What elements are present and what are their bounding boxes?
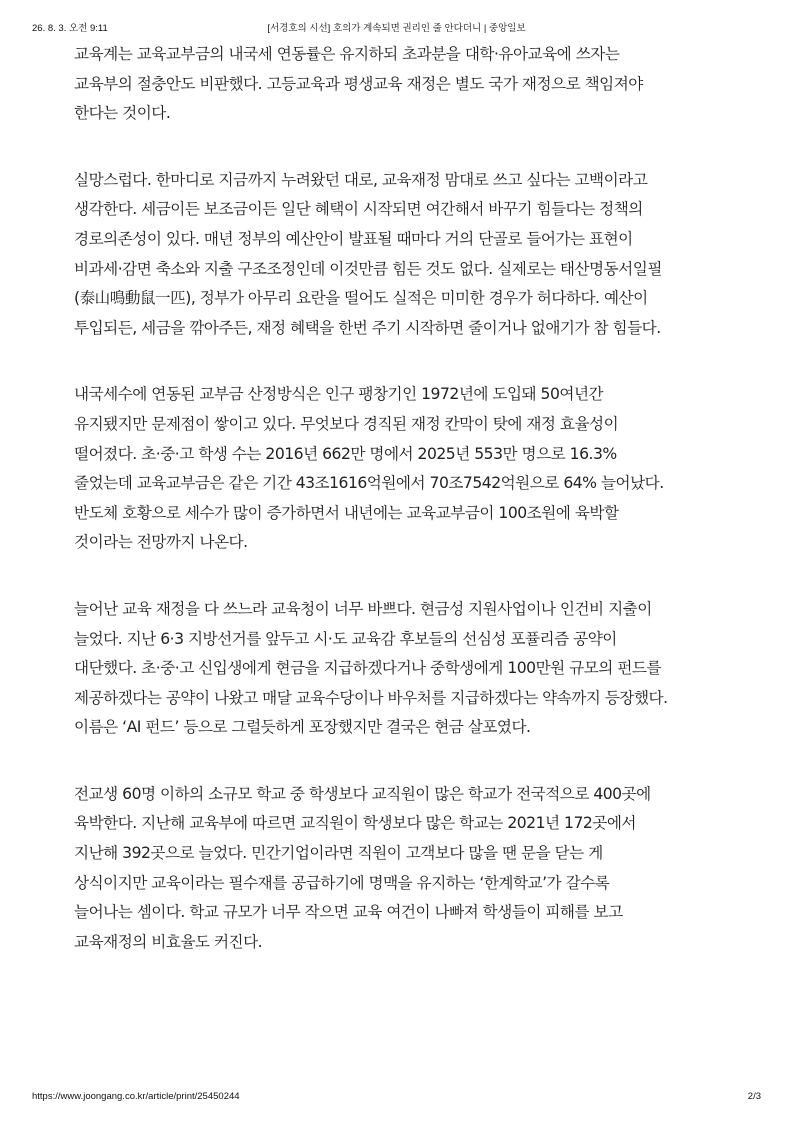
text-line: 늘었다. 지난 6·3 지방선거를 앞두고 시·도 교육감 후보들의 선심성 포퓰리즘 공약이 [74,629,617,648]
article-paragraph [74,40,734,129]
text-line: 내국세수에 연동된 교부금 산정방식은 인구 팽창기인 1972년에 도입돼 50여년간 [74,385,604,404]
article-body [74,40,734,994]
text-line: 것이라는 전망까지 나온다. [74,533,248,552]
text-line: 경로의존성이 있다. 매년 정부의 예산안이 발표될 때마다 거의 단골로 들어가는 표현이 [74,229,633,248]
text-line: 투입되든, 세금을 깎아주든, 재정 혜택을 한번 주기 시작하면 줄이거나 없애기가 참 힘들다. [74,318,661,337]
print-page-title: [서경호의 시선] 호의가 계속되면 권리인 줄 안다더니 | 중앙일보 [267,23,526,34]
article-paragraph [74,595,734,743]
text-line: 육박한다. 지난해 교육부에 따르면 교직원이 학생보다 많은 학교는 2021년 172곳에서 [74,814,636,833]
text-line: 상식이지만 교육이라는 필수재를 공급하기에 명맥을 유지하는 ‘한계학교’가 갈수록 [74,873,610,892]
text-line: 유지됐지만 문제점이 쌓이고 있다. 무엇보다 경직된 재정 칸막이 탓에 재정 효율성이 [74,414,619,433]
text-line: 대단했다. 초·중·고 신입생에게 현금을 지급하겠다거나 중학생에게 100만원 규모의 펀드를 [74,659,662,678]
print-url: https://www.joongang.co.kr/article/print/25450244 [32,1091,240,1102]
print-page-number: 2/3 [747,1091,761,1102]
text-line: 교육부의 절충안도 비판했다. 고등교육과 평생교육 재정은 별도 국가 재정으로 책임져야 [74,74,643,93]
article-paragraph [74,166,734,344]
text-line: 한다는 것이다. [74,104,171,123]
text-line: 지난해 392곳으로 늘었다. 민간기업이라면 직원이 고객보다 많을 땐 문을 닫는 게 [74,844,603,863]
article-paragraph [74,380,734,558]
print-header [0,20,793,34]
print-date-time: 26. 8. 3. 오전 9:11 [32,23,108,34]
text-line: 이름은 ‘AI 펀드’ 등으로 그럴듯하게 포장했지만 결국은 현금 살포였다. [74,718,531,737]
text-line: 줄었는데 교육교부금은 같은 기간 43조1616억원에서 70조7542억원으로 64% 늘어났다. [74,474,664,493]
text-line: 교육계는 교육교부금의 내국세 연동률은 유지하되 초과분을 대학·유아교육에 쓰자는 [74,45,620,63]
text-line: 늘어나는 셈이다. 학교 규모가 너무 작으면 교육 여건이 나빠져 학생들이 피해를 보고 [74,903,623,922]
text-line: 비과세·감면 축소와 지출 구조조정인데 이것만큼 힘든 것도 없다. 실제로는 태산명동서일필 [74,259,662,278]
text-line: 생각한다. 세금이든 보조금이든 일단 혜택이 시작되면 여간해서 바꾸기 힘들다는 정책의 [74,200,643,219]
print-footer [0,1091,793,1105]
text-line: 떨어졌다. 초·중·고 학생 수는 2016년 662만 명에서 2025년 553만 명으로 16.3% [74,444,617,463]
text-line: 교육재정의 비효율도 커진다. [74,932,263,951]
text-line: 늘어난 교육 재정을 다 쓰느라 교육청이 너무 바쁘다. 현금성 지원사업이나 인건비 지출이 [74,599,652,618]
text-line: 반도체 호황으로 세수가 많이 증가하면서 내년에는 교육교부금이 100조원에 육박할 [74,503,619,522]
text-line: 전교생 60명 이하의 소규모 학교 중 학생보다 교직원이 많은 학교가 전국적으로 400곳에 [74,784,651,803]
article-paragraph [74,780,734,958]
text-line: 실망스럽다. 한마디로 지금까지 누려왔던 대로, 교육재정 맘대로 쓰고 싶다는 고백이라고 [74,170,648,189]
text-line: 제공하겠다는 공약이 나왔고 매달 교육수당이나 바우처를 지급하겠다는 약속까지 등장했다. [74,688,668,707]
text-line: (泰山鳴動鼠一匹), 정부가 아무리 요란을 떨어도 실적은 미미한 경우가 허다하다. 예산이 [74,289,648,308]
